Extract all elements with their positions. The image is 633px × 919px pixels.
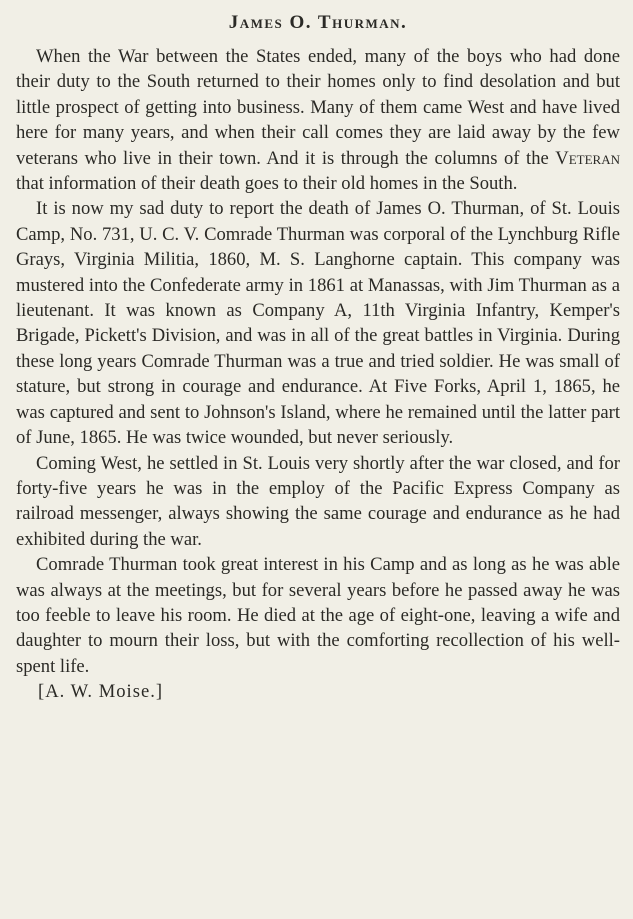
paragraph-2: It is now my sad duty to report the death of James O. Thurman, of St. Louis Camp, No. 731, U. C. V. Comrade Thurman was corporal of the Lynchburg Rifle Grays, Virginia Militia, 1860, M. S. Langhorne captain. This company was mustered into the Confederate army in 1861 at Manassas, with Jim Thurman as a lieutenant. It was known as Company A, 11th Virginia Infantry, Kemper's Brigade, Pickett's Division, and was in all of the great battles in Virginia. During these long years Comrade Thurman was a true and tried soldier. He was small of stature, but strong in courage and endurance. At Five Forks, April 1, 1865, he was captured and sent to Johnson's Island, where he remained until the latter part of June, 1865. He was twice wounded, but never seriously. xyxy=(16,198,620,449)
article-title: James O. Thurman. xyxy=(228,12,408,33)
author-signature: [A. W. Moise.] xyxy=(38,681,164,703)
paragraph-1 xyxy=(16,44,620,196)
paragraph-4: Comrade Thurman took great interest in his Camp and as long as he was able was always at the meetings, but for several years before he passed away he was too feeble to leave his room. He died at the age of eight-one, leaving a wife and daughter to mourn their loss, but with the comforting recollection of his well-spent life. xyxy=(16,554,620,677)
paragraph-1-text-b: that information of their death goes to their old homes in the South. xyxy=(16,173,518,195)
paragraph-1-text-a: When the War between the States ended, many of the boys who had done their duty to the South returned to their homes only to find desolation and but little prospect of getting into business. Many of them came West and have lived here for many years, and when their call comes they are laid away by the few veterans who live in their town. And it is through the columns of the xyxy=(16,46,620,169)
veteran-emphasis: Veteran xyxy=(555,147,620,169)
paragraph-3: Coming West, he settled in St. Louis very shortly after the war closed, and for forty-five years he was in the employ of the Pacific Express Company as railroad messenger, always showing the same courage and endurance as he had exhibited during the war. xyxy=(16,452,620,550)
